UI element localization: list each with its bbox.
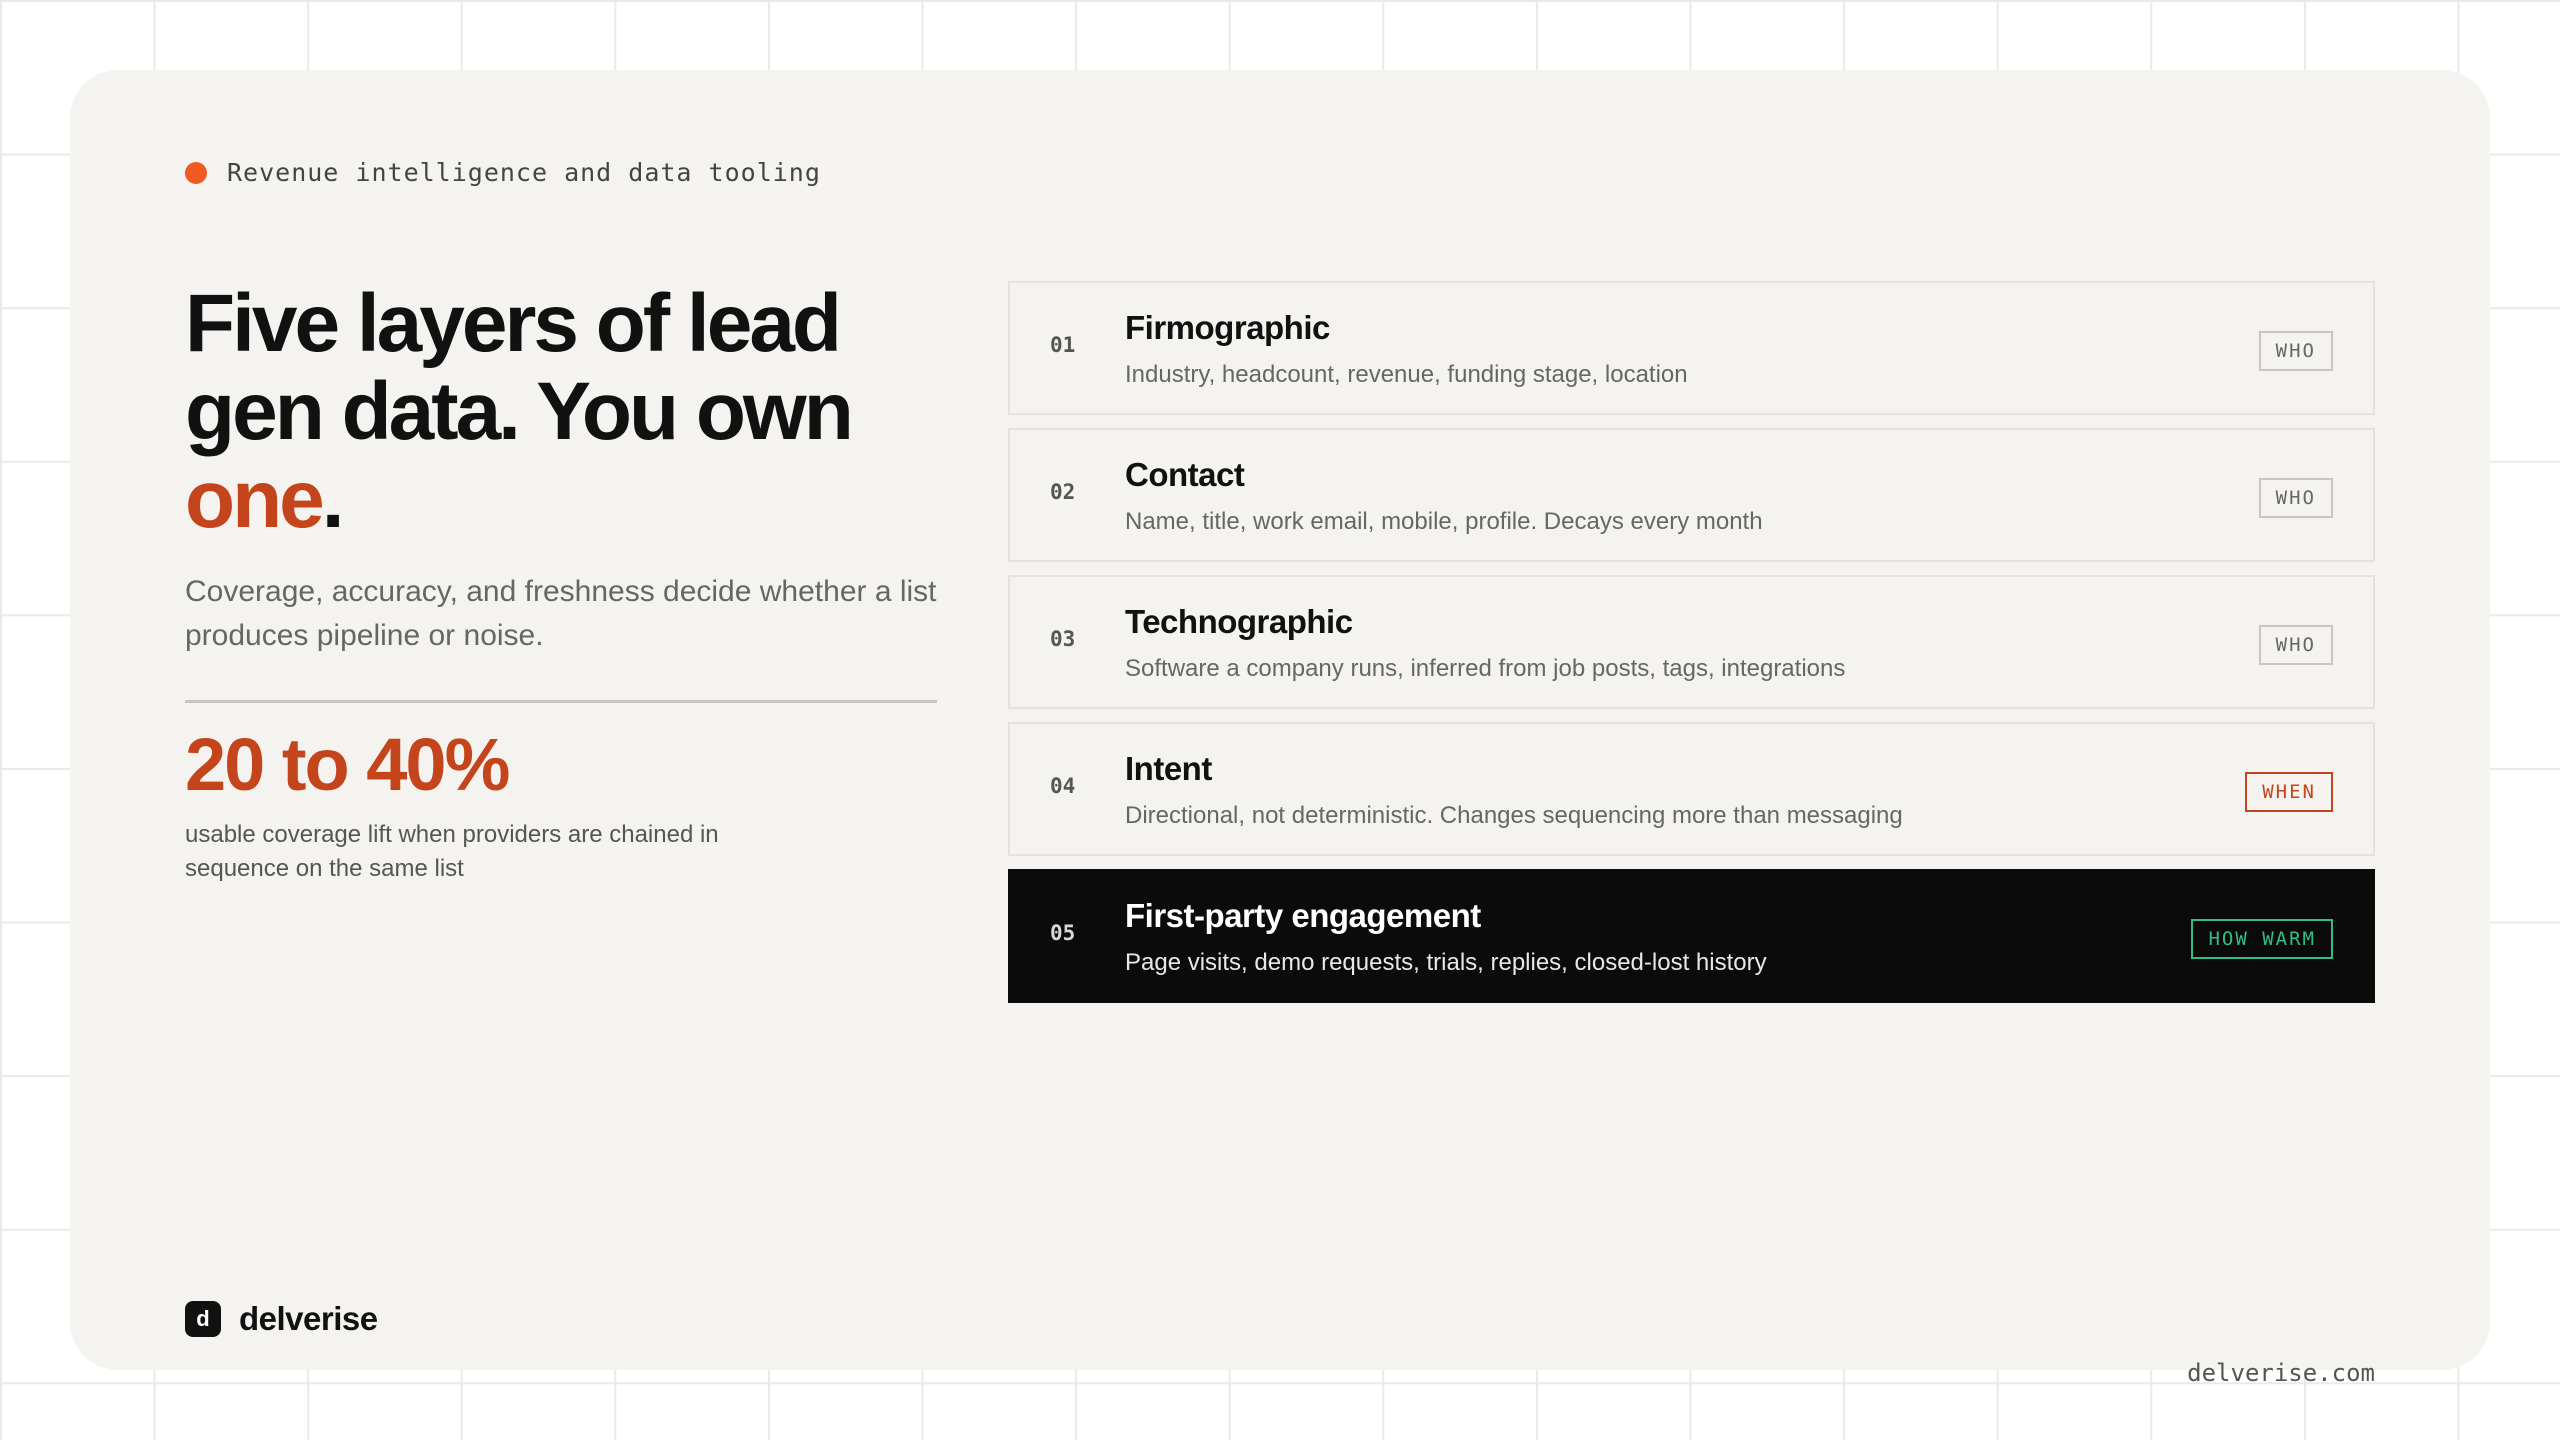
site-url: delverise.com <box>2187 1359 2375 1387</box>
layer-description: Software a company runs, inferred from job posts, tags, integrations <box>1125 655 1846 682</box>
layer-description: Directional, not deterministic. Changes sequencing more than messaging <box>1125 802 1903 829</box>
layer-number: 01 <box>1050 333 1076 357</box>
lede-paragraph: Coverage, accuracy, and freshness decide whether a list produces pipeline or noise. <box>185 575 937 652</box>
layer-tag: HOW WARM <box>2191 919 2333 959</box>
layer-description: Name, title, work email, mobile, profile. Decays every month <box>1125 508 1763 535</box>
layer-row-contact <box>1008 428 2375 562</box>
layer-title: Technographic <box>1125 603 1353 640</box>
layer-title: First-party engagement <box>1125 897 1481 934</box>
layer-row-first-party-engagement <box>1008 869 2375 1003</box>
layer-description: Industry, headcount, revenue, funding stage, location <box>1125 361 1688 388</box>
layer-number: 03 <box>1050 627 1076 651</box>
layers-list <box>1008 281 2375 1016</box>
layer-tag: WHEN <box>2245 772 2333 812</box>
layer-description: Page visits, demo requests, trials, replies, closed-lost history <box>1125 949 1767 976</box>
layer-tag: WHO <box>2259 331 2333 371</box>
layer-title: Intent <box>1125 750 1212 787</box>
stat-value: 20 to 40% <box>185 723 509 806</box>
headline-accent: one <box>185 454 322 545</box>
headline-text: Five layers of lead gen data. You own <box>185 278 851 457</box>
dot-icon <box>185 162 207 184</box>
slide-card <box>70 70 2490 1387</box>
layer-tag: WHO <box>2259 478 2333 518</box>
layer-row-technographic <box>1008 575 2375 709</box>
eyebrow <box>185 158 821 187</box>
layer-title: Firmographic <box>1125 309 1330 346</box>
headline <box>185 280 925 544</box>
brand-name: delverise <box>239 1300 378 1337</box>
divider <box>185 700 937 703</box>
delverise-logo-icon: d <box>185 1301 221 1337</box>
brand-logo <box>185 1300 378 1338</box>
layer-row-firmographic <box>1008 281 2375 415</box>
headline-period: . <box>321 454 342 545</box>
layer-tag: WHO <box>2259 625 2333 665</box>
eyebrow-label: Revenue intelligence and data tooling <box>227 158 821 187</box>
stat-caption: usable coverage lift when providers are chained in sequence on the same list <box>185 821 719 882</box>
layer-number: 05 <box>1050 921 1076 945</box>
layer-title: Contact <box>1125 456 1245 493</box>
layer-number: 04 <box>1050 774 1076 798</box>
layer-row-intent <box>1008 722 2375 856</box>
layer-number: 02 <box>1050 480 1076 504</box>
